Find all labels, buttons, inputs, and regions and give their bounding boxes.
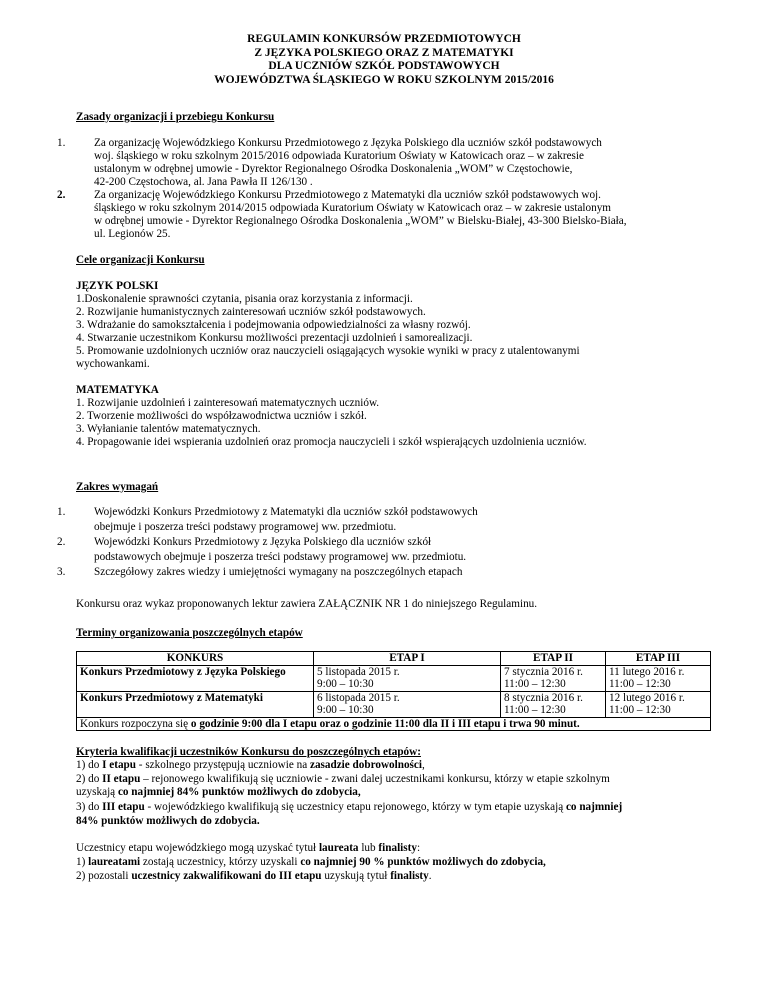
table-cell: 12 lutego 2016 r. 11:00 – 12:30 bbox=[606, 691, 711, 717]
column-header: ETAP II bbox=[501, 652, 606, 666]
goal-line: 5. Promowanie uzdolnionych uczniów oraz nauczycieli osiągających wysokie wyniki w pracy z utalentowanymi bbox=[76, 345, 580, 357]
paragraph-line: ustalonym w odrębnej umowie - Dyrektor Regionalnego Ośrodka Doskonalenia „WOM” w Częstochowie, bbox=[94, 163, 573, 175]
table-cell: 7 stycznia 2016 r. 11:00 – 12:30 bbox=[501, 665, 606, 691]
criteria-line: 3) do III etapu - wojewódzkiego kwalifikują się uczestnicy etapu rejonowego, którzy w tym etapie uzyskają co najmniej bbox=[76, 801, 623, 813]
paragraph-line: ul. Legionów 25. bbox=[94, 228, 171, 240]
title-line: WOJEWÓDZTWA ŚLĄSKIEGO W ROKU SZKOLNYM 2015/2016 bbox=[214, 73, 554, 86]
paragraph-line: Za organizację Wojewódzkiego Konkursu Przedmiotowego z Matematyki dla uczniów szkół podstawowych woj. bbox=[94, 189, 601, 201]
section-heading-zasady: Zasady organizacji i przebiegu Konkursu bbox=[76, 111, 275, 123]
subheading-polski: JĘZYK POLSKI bbox=[76, 280, 159, 292]
goal-line: 4. Stwarzanie uczestnikom Konkursu możliwości prezentacji uzdolnień i samorealizacji. bbox=[76, 332, 473, 344]
goal-line: 1. Rozwijanie uzdolnień i zainteresowań matematycznych uczniów. bbox=[76, 397, 380, 409]
schedule-table bbox=[76, 651, 711, 731]
paragraph-line: 42-200 Częstochowa, al. Jana Pawła II 126/130 . bbox=[94, 176, 313, 188]
paragraph-line: w odrębnej umowie - Dyrektor Regionalnego Ośrodka Doskonalenia „WOM” w Bielsku-Białej, 43-300 Bielsko-Biała, bbox=[94, 215, 627, 227]
goal-line: 1.Doskonalenie sprawności czytania, pisania oraz korzystania z informacji. bbox=[76, 293, 413, 305]
table-cell: Konkurs Przedmiotowy z Języka Polskiego bbox=[77, 665, 314, 691]
title-line: REGULAMIN KONKURSÓW PRZEDMIOTOWYCH bbox=[247, 33, 521, 45]
document-title bbox=[0, 33, 768, 87]
table-cell: Konkurs Przedmiotowy z Matematyki bbox=[77, 691, 314, 717]
column-header: ETAP I bbox=[314, 652, 501, 666]
table-row bbox=[77, 665, 711, 691]
list-line: Szczegółowy zakres wiedzy i umiejętności wymagany na poszczególnych etapach bbox=[94, 566, 463, 578]
table-cell: 6 listopada 2015 r. 9:00 – 10:30 bbox=[314, 691, 501, 717]
list-number: 1. bbox=[57, 506, 66, 518]
table-cell: 11 lutego 2016 r. 11:00 – 12:30 bbox=[606, 665, 711, 691]
list-line: obejmuje i poszerza treści podstawy programowej ww. przedmiotu. bbox=[94, 521, 397, 533]
table-cell: 5 listopada 2015 r. 9:00 – 10:30 bbox=[314, 665, 501, 691]
section-heading-cele: Cele organizacji Konkursu bbox=[76, 254, 205, 266]
paragraph-line: Za organizację Wojewódzkiego Konkursu Przedmiotowego z Języka Polskiego dla uczniów szkół podstawowych bbox=[94, 137, 602, 149]
goal-line: 4. Propagowanie idei wspierania uzdolnień oraz promocja nauczycieli i szkół wspierających uzdolnienia uczniów. bbox=[76, 436, 587, 448]
list-number: 3. bbox=[57, 566, 66, 578]
goal-line: 2. Rozwijanie humanistycznych zainteresowań uczniów szkół podstawowych. bbox=[76, 306, 426, 318]
column-header: ETAP III bbox=[606, 652, 711, 666]
list-number: 2. bbox=[57, 536, 66, 548]
table-note: Konkurs rozpoczyna się o godzinie 9:00 dla I etapu oraz o godzinie 11:00 dla II i III etapu i trwa 90 minut. bbox=[77, 717, 711, 731]
table-row bbox=[77, 691, 711, 717]
goal-line: wychowankami. bbox=[76, 358, 150, 370]
goal-line: 2. Tworzenie możliwości do współzawodnictwa uczniów i szkół. bbox=[76, 410, 367, 422]
title-line: DLA UCZNIÓW SZKÓŁ PODSTAWOWYCH bbox=[268, 60, 500, 72]
titles-line: 2) pozostali uczestnicy zakwalifikowani do III etapu uzyskują tytuł finalisty. bbox=[76, 870, 432, 882]
criteria-line: 1) do I etapu - szkolnego przystępują uczniowie na zasadzie dobrowolności, bbox=[76, 759, 425, 771]
section-heading-terminy: Terminy organizowania poszczególnych etapów bbox=[76, 627, 303, 639]
paragraph-line: śląskiego w roku szkolnym 2014/2015 odpowiada Kuratorium Oświaty w Katowicach oraz – w zakresie ustalonym bbox=[94, 202, 611, 214]
paragraph-line: woj. śląskiego w roku szkolnym 2015/2016 odpowiada Kuratorium Oświaty w Katowicach oraz – w zakresie bbox=[94, 150, 584, 162]
table-cell: 8 stycznia 2016 r. 11:00 – 12:30 bbox=[501, 691, 606, 717]
criteria-line: 84% punktów możliwych do zdobycia. bbox=[76, 815, 260, 827]
paragraph-line: Konkursu oraz wykaz proponowanych lektur zawiera ZAŁĄCZNIK NR 1 do niniejszego Regulaminu. bbox=[76, 598, 538, 610]
list-line: podstawowych obejmuje i poszerza treści podstawy programowej ww. przedmiotu. bbox=[94, 551, 467, 563]
criteria-line: uzyskają co najmniej 84% punktów możliwych do zdobycia, bbox=[76, 786, 361, 798]
titles-line: 1) laureatami zostają uczestnicy, którzy uzyskali co najmniej 90 % punktów możliwych do zdobycia, bbox=[76, 856, 546, 868]
titles-line: Uczestnicy etapu wojewódzkiego mogą uzyskać tytuł laureata lub finalisty: bbox=[76, 842, 421, 854]
criteria-line: 2) do II etapu – rejonowego kwalifikują się uczniowie - zwani dalej uczestnikami konkursu, którzy w etapie szkolnym bbox=[76, 773, 610, 785]
subheading-matematyka: MATEMATYKA bbox=[76, 384, 159, 396]
section-heading-zakres: Zakres wymagań bbox=[76, 481, 159, 493]
goal-line: 3. Wyłanianie talentów matematycznych. bbox=[76, 423, 261, 435]
table-note-row bbox=[77, 717, 711, 731]
table-header-row bbox=[77, 652, 711, 666]
list-number: 2. bbox=[57, 189, 66, 201]
title-line: Z JĘZYKA POLSKIEGO ORAZ Z MATEMATYKI bbox=[254, 46, 514, 59]
list-line: Wojewódzki Konkurs Przedmiotowy z Języka Polskiego dla uczniów szkół bbox=[94, 536, 432, 548]
section-heading-kryteria: Kryteria kwalifikacji uczestników Konkursu do poszczególnych etapów: bbox=[76, 746, 421, 758]
column-header: KONKURS bbox=[77, 652, 314, 666]
goal-line: 3. Wdrażanie do samokształcenia i podejmowania odpowiedzialności za własny rozwój. bbox=[76, 319, 471, 331]
list-line: Wojewódzki Konkurs Przedmiotowy z Matematyki dla uczniów szkół podstawowych bbox=[94, 506, 478, 518]
list-number: 1. bbox=[57, 137, 66, 149]
